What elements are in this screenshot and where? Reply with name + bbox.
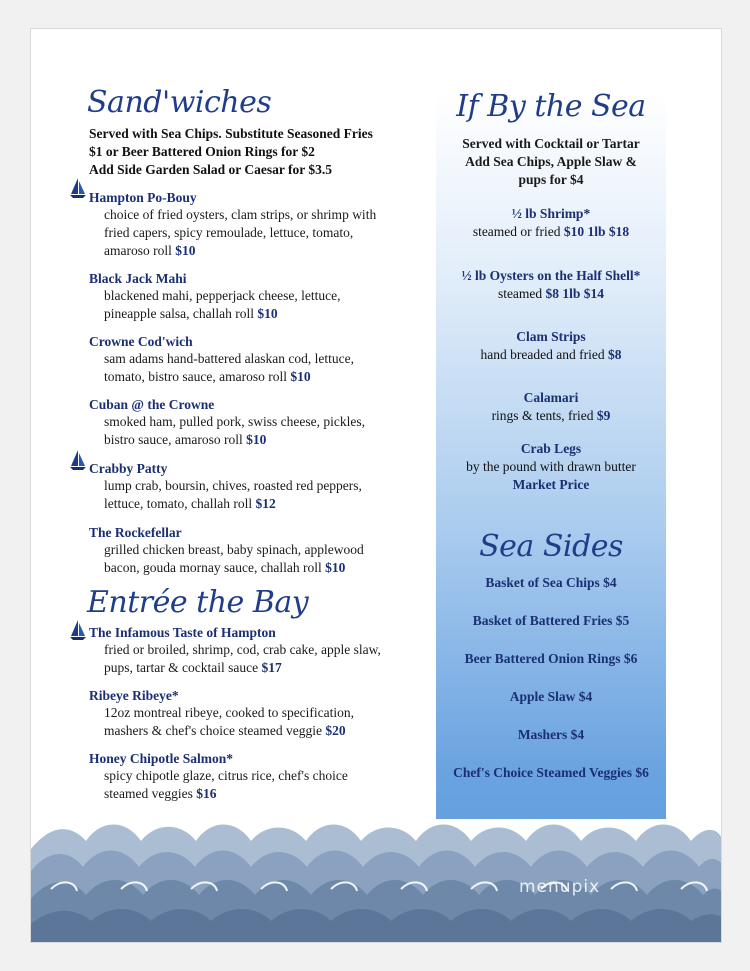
sailboat-icon	[69, 177, 87, 199]
side-item: Mashers $4	[517, 727, 585, 742]
sailboat-icon	[69, 619, 87, 641]
sea-item: Clam Strips hand breaded and fried $8	[480, 329, 622, 362]
entree-title: Entrée the Bay	[87, 585, 309, 620]
menu-item: Black Jack Mahi blackened mahi, pepperjack cheese, lettuce, pineapple salsa, challah roll $10	[89, 271, 341, 321]
side-item: Chef's Choice Steamed Veggies $6	[453, 765, 649, 780]
side-item: Beer Battered Onion Rings $6	[464, 651, 638, 666]
sea-intro: Served with Cocktail or Tartar Add Sea Chips, Apple Slaw & pups for $4	[462, 136, 640, 187]
side-item: Basket of Sea Chips $4	[485, 575, 617, 590]
sailboat-icon	[69, 449, 87, 471]
menu-item: Ribeye Ribeye* 12oz montreal ribeye, cooked to specification, mashers & chef's choice steamed veggie $20	[89, 688, 355, 738]
sea-title: If By the Sea	[456, 89, 646, 124]
menu-item: Honey Chipotle Salmon* spicy chipotle glaze, citrus rice, chef's choice steamed veggies $16	[89, 751, 348, 801]
sea-item: ½ lb Oysters on the Half Shell* steamed $8 1lb $14	[461, 268, 641, 301]
ocean-waves-decoration	[31, 819, 721, 942]
sea-item: Calamari rings & tents, fried $9	[491, 390, 611, 423]
menu-item: Hampton Po-Bouy choice of fried oysters, clam strips, or shrimp with fried capers, spicy remoulade, lettuce, tomato, amaroso roll $10	[89, 190, 377, 258]
menu-item: Cuban @ the Crowne smoked ham, pulled pork, swiss cheese, pickles, bistro sauce, amaroso roll $10	[89, 397, 365, 447]
side-item: Basket of Battered Fries $5	[472, 613, 630, 628]
sea-item: Crab Legs by the pound with drawn butter Market Price	[466, 441, 636, 492]
sandwiches-title: Sand'wiches	[87, 85, 272, 120]
sides-title: Sea Sides	[479, 529, 623, 564]
sea-item: ½ lb Shrimp* steamed or fried $10 1lb $18	[472, 206, 630, 239]
menu-item: Crowne Cod'wich sam adams hand-battered alaskan cod, lettuce, tomato, bistro sauce, amaroso roll $10	[89, 334, 355, 384]
menu-item: The Rockefellar grilled chicken breast, baby spinach, applewood bacon, gouda mornay sauce, challah roll $10	[89, 525, 364, 575]
watermark: menupix	[519, 877, 601, 897]
menu-item: The Infamous Taste of Hampton fried or broiled, shrimp, cod, crab cake, apple slaw, pups, tartar & cocktail sauce $17	[89, 625, 381, 675]
menu-page	[30, 28, 722, 943]
side-item: Apple Slaw $4	[509, 689, 593, 704]
menu-item: Crabby Patty lump crab, boursin, chives, roasted red peppers, lettuce, tomato, challah roll $12	[89, 461, 362, 511]
sandwiches-intro: Served with Sea Chips. Substitute Seasoned Fries $1 or Beer Battered Onion Rings for $2 Add Side Garden Salad or Caesar for $3.5	[89, 126, 373, 177]
